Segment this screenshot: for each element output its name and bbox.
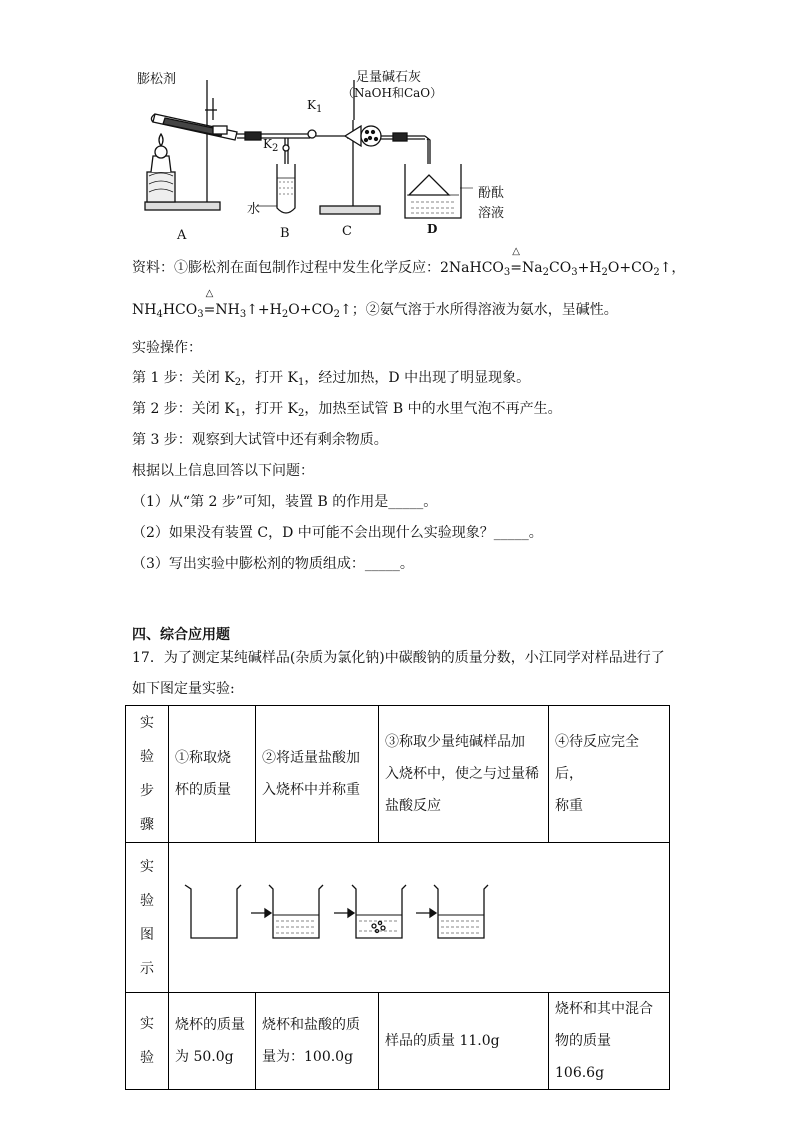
data-cell-3: 样品的质量 11.0g xyxy=(379,993,549,1090)
beaker-sequence xyxy=(169,843,669,980)
q17-line-2: 如下图定量实验: xyxy=(132,681,235,697)
row-label-data: 实 验 xyxy=(126,993,169,1090)
step-cell-1: ①称取烧 杯的质量 xyxy=(169,706,256,843)
step-cell-4: ④待反应完全后， 称重 xyxy=(549,706,670,843)
table-row-steps xyxy=(126,706,670,843)
label-solution: 溶液 xyxy=(478,206,505,221)
row-label-diagram: 实 验 图 示 xyxy=(126,843,169,993)
answer-intro: 根据以上信息回答以下问题： xyxy=(132,463,314,479)
beaker-final xyxy=(434,885,488,938)
step-1: 第 1 步：关闭 $K_2$，打开 $K_1$，经过加热，D 中出现了明显现象。 xyxy=(132,370,531,388)
beaker-reaction xyxy=(352,885,406,938)
label-d: D xyxy=(427,222,438,236)
material-line-1: 资料：①膨松剂在面包制作过程中发生化学反应：2NaHCO$_3$ △ $=Na_2CO_3+H_2O+CO_2↑$， xyxy=(132,246,686,278)
experiment-table xyxy=(125,705,670,1090)
label-a: A xyxy=(177,228,187,243)
table-row-diagram xyxy=(126,843,670,993)
data-cell-2: 烧杯和盐酸的质 量为：100.0g xyxy=(256,993,379,1090)
section-4-title: 四、综合应用题 xyxy=(132,627,230,643)
label-soda-lime-formula: （NaOH和CaO） xyxy=(342,86,443,100)
apparatus-figure xyxy=(125,60,505,245)
label-k2: $K_2$ xyxy=(263,137,279,154)
label-water: 水 xyxy=(247,202,261,217)
label-b: B xyxy=(280,226,290,241)
question-1: （1）从“第 2 步”可知，装置 B 的作用是_____。 xyxy=(132,494,438,510)
step-cell-3: ③称取少量纯碱样品加 入烧杯中，使之与过量稀 盐酸反应 xyxy=(379,706,549,843)
label-baking-powder: 膨松剂 xyxy=(137,72,177,87)
table-row-data xyxy=(126,993,670,1090)
step-2: 第 2 步：关闭 $K_1$，打开 $K_2$，加热至试管 B 中的水里气泡不再产生。 xyxy=(132,401,562,419)
question-3: （3）写出实验中膨松剂的物质组成：_____。 xyxy=(132,556,414,572)
q17-line-1: 17．为了测定某纯碱样品(杂质为氯化钠)中碳酸钠的质量分数，小江同学对样品进行了 xyxy=(132,650,665,666)
row-label-steps: 实 验 步 骤 xyxy=(126,706,169,843)
apparatus-drawing xyxy=(125,60,505,245)
question-2: （2）如果没有装置 C，D 中可能不会出现什么实验现象？_____。 xyxy=(132,525,543,541)
procedure-title: 实验操作： xyxy=(132,340,202,356)
label-k1: $K_1$ xyxy=(307,98,323,115)
step-cell-2: ②将适量盐酸加 入烧杯中并称重 xyxy=(256,706,379,843)
beaker-empty xyxy=(185,885,241,938)
data-cell-4: 烧杯和其中混合 物的质量 106.6g xyxy=(549,993,670,1090)
step-3: 第 3 步：观察到大试管中还有剩余物质。 xyxy=(132,432,388,448)
label-phenolphthalein: 酚酞 xyxy=(478,186,505,201)
diagram-cell xyxy=(169,843,670,993)
material-line-2: $NH_4HCO_3$ △ $=NH_3↑+H_2O+CO_2↑$；②氨气溶于水所得溶液为氨水，呈碱性。 xyxy=(132,288,618,320)
beaker-acid xyxy=(269,885,323,938)
label-soda-lime: 足量碱石灰 xyxy=(356,70,422,85)
data-cell-1: 烧杯的质量 为 50.0g xyxy=(169,993,256,1090)
label-c: C xyxy=(342,224,352,239)
